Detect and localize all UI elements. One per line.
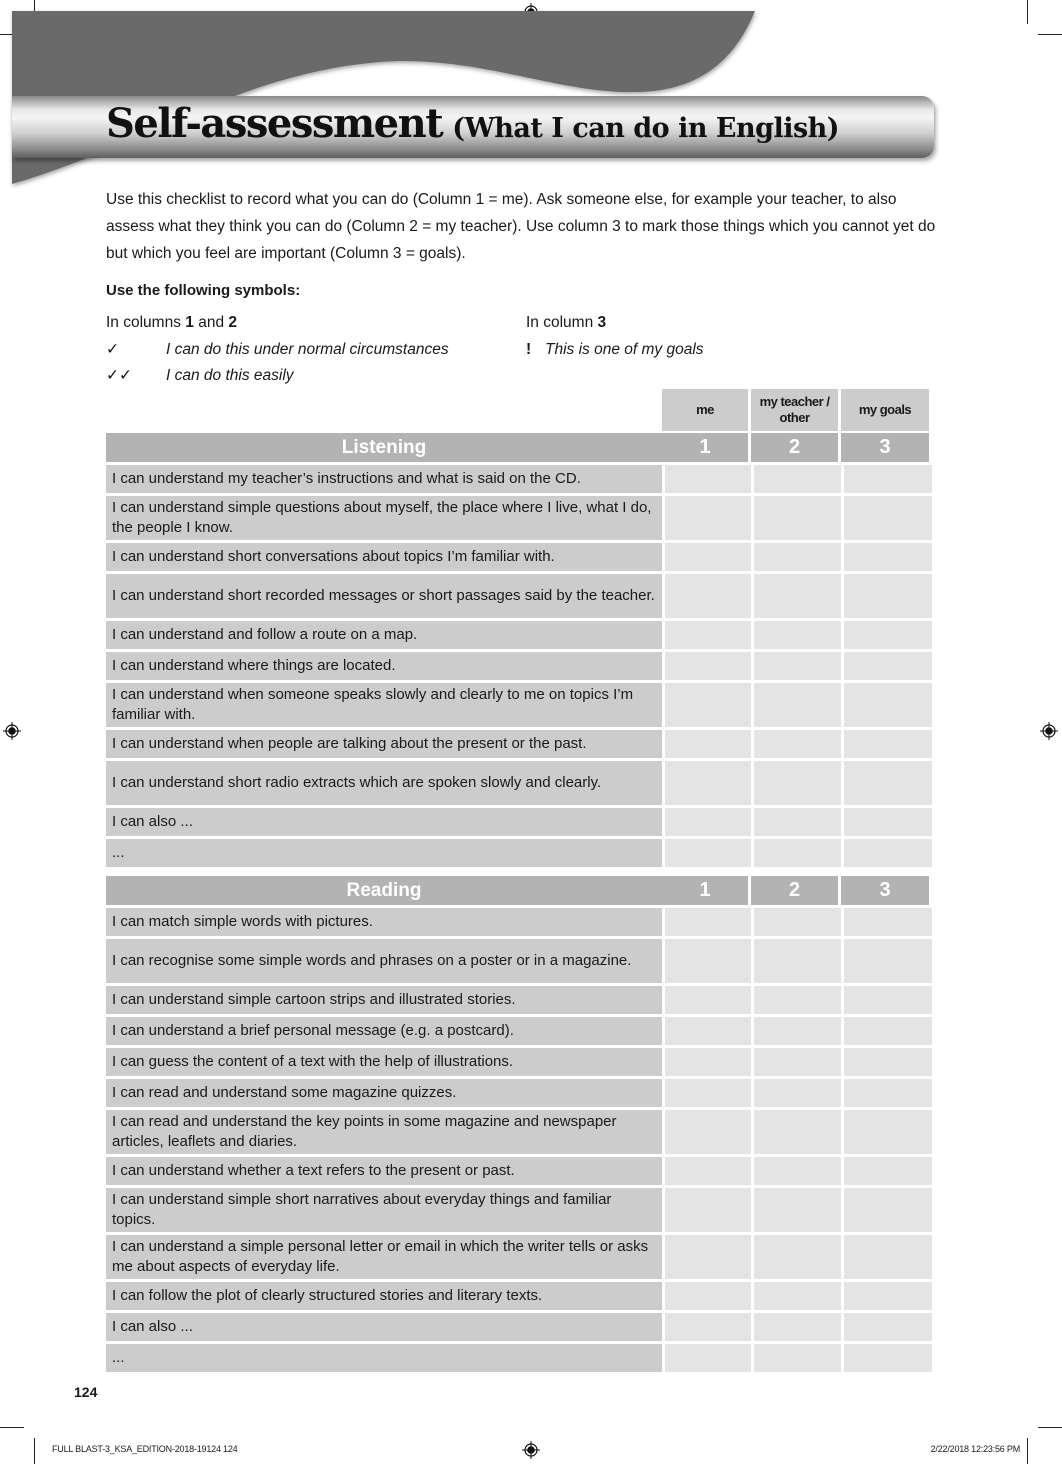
can-do-statement: I can understand whether a text refers to the present or past. [106, 1157, 662, 1185]
check-cell-me[interactable] [665, 730, 751, 758]
can-do-statement: I can understand short recorded messages or short passages said by the teacher. [106, 574, 662, 618]
check-cell-teacher[interactable] [754, 1079, 841, 1107]
can-do-statement: ... [106, 1344, 662, 1372]
can-do-statement: I can also ... [106, 1313, 662, 1341]
check-cell-me[interactable] [665, 1235, 751, 1279]
check-cell-teacher[interactable] [754, 730, 841, 758]
check-cell-me[interactable] [665, 939, 751, 983]
table-row [106, 839, 932, 867]
check-cell-goals[interactable] [844, 1157, 932, 1185]
check-cell-goals[interactable] [844, 543, 932, 571]
can-do-statement: I can understand simple questions about myself, the place where I live, what I do, the people I know. [106, 496, 662, 540]
table-row [106, 1235, 932, 1279]
check-cell-goals[interactable] [844, 939, 932, 983]
section-column-number: 3 [841, 433, 929, 462]
table-row [106, 543, 932, 571]
table-row [106, 1188, 932, 1232]
check-cell-teacher[interactable] [754, 1188, 841, 1232]
table-row [106, 1079, 932, 1107]
check-cell-goals[interactable] [844, 1048, 932, 1076]
check-cell-me[interactable] [665, 465, 751, 493]
check-cell-teacher[interactable] [754, 761, 841, 805]
print-slug-date: 2/22/2018 12:23:56 PM [930, 1444, 1020, 1454]
table-row [106, 1313, 932, 1341]
section-title: Listening [106, 433, 662, 462]
section-column-number: 1 [662, 876, 748, 905]
symbols-columns-1-2 [106, 310, 449, 390]
can-do-statement: I can understand and follow a route on a map. [106, 621, 662, 649]
check-cell-goals[interactable] [844, 496, 932, 540]
table-row [106, 1157, 932, 1185]
check-cell-goals[interactable] [844, 574, 932, 618]
table-row [106, 465, 932, 493]
registration-mark-icon [3, 722, 21, 740]
check-cell-teacher[interactable] [754, 621, 841, 649]
check-cell-me[interactable] [665, 1188, 751, 1232]
table-row [106, 939, 932, 983]
table-row [106, 761, 932, 805]
check-cell-me[interactable] [665, 1110, 751, 1154]
symbols-col3-label: In column 3 [526, 314, 607, 331]
check-cell-me[interactable] [665, 908, 751, 936]
can-do-statement: I can understand a simple personal letter or email in which the writer tells or asks me about aspects of everyday life. [106, 1235, 662, 1279]
can-do-statement: I can read and understand the key points in some magazine and newspaper articles, leaflets and diaries. [106, 1110, 662, 1154]
check-cell-teacher[interactable] [754, 496, 841, 540]
can-do-statement: I can understand short conversations about topics I’m familiar with. [106, 543, 662, 571]
check-cell-goals[interactable] [844, 808, 932, 836]
check-cell-me[interactable] [665, 652, 751, 680]
check-cell-goals[interactable] [844, 465, 932, 493]
section-title: Reading [106, 876, 662, 905]
can-do-statement: I can read and understand some magazine quizzes. [106, 1079, 662, 1107]
symbol-legend-item: ✓ I can do this under normal circumstances [106, 337, 449, 364]
symbol-legend-item: ! This is one of my goals [526, 337, 704, 364]
can-do-statement: I can match simple words with pictures. [106, 908, 662, 936]
check-cell-goals[interactable] [844, 839, 932, 867]
check-cell-me[interactable] [665, 839, 751, 867]
check-cell-teacher[interactable] [754, 908, 841, 936]
check-cell-goals[interactable] [844, 1235, 932, 1279]
crop-mark [1027, 1438, 1028, 1464]
check-cell-me[interactable] [665, 574, 751, 618]
self-assessment-table [106, 389, 932, 1375]
can-do-statement: I can understand simple cartoon strips and illustrated stories. [106, 986, 662, 1014]
section-column-number: 2 [751, 876, 838, 905]
sections-container [106, 433, 932, 1372]
check-cell-goals[interactable] [844, 908, 932, 936]
intro-paragraph: Use this checklist to record what you can do (Column 1 = me). Ask someone else, for example your teacher, to also assess what they think you can do (Column 2 = my teacher). Use column 3 to mark those things which you cannot yet do but which you feel are important (Column 3 = goals). [106, 191, 936, 262]
check-cell-teacher[interactable] [754, 1017, 841, 1045]
check-cell-teacher[interactable] [754, 465, 841, 493]
table-row [106, 908, 932, 936]
check-cell-teacher[interactable] [754, 683, 841, 727]
check-cell-me[interactable] [665, 621, 751, 649]
check-cell-me[interactable] [665, 1017, 751, 1045]
check-cell-me[interactable] [665, 1157, 751, 1185]
check-cell-goals[interactable] [844, 730, 932, 758]
table-row [106, 1048, 932, 1076]
symbol-legend-item: ✓✓ I can do this easily [106, 363, 449, 390]
can-do-statement: ... [106, 839, 662, 867]
check-cell-goals[interactable] [844, 1110, 932, 1154]
table-row [106, 986, 932, 1014]
double-check-icon: ✓✓ [106, 367, 132, 384]
table-row [106, 652, 932, 680]
check-cell-me[interactable] [665, 1344, 751, 1372]
column-header-me: me [662, 389, 748, 431]
crop-mark [0, 1427, 24, 1428]
symbols-cols12-label: In columns 1 and 2 [106, 314, 237, 331]
check-cell-teacher[interactable] [754, 652, 841, 680]
check-cell-teacher[interactable] [754, 1344, 841, 1372]
check-cell-me[interactable] [665, 1282, 751, 1310]
registration-mark-icon [1040, 722, 1058, 740]
check-cell-teacher[interactable] [754, 543, 841, 571]
check-cell-me[interactable] [665, 1313, 751, 1341]
check-cell-teacher[interactable] [754, 1282, 841, 1310]
section-column-number: 2 [751, 433, 838, 462]
column-header-teacher: my teacher / other [751, 389, 838, 431]
check-cell-teacher[interactable] [754, 839, 841, 867]
check-cell-me[interactable] [665, 543, 751, 571]
check-cell-me[interactable] [665, 683, 751, 727]
check-cell-teacher[interactable] [754, 574, 841, 618]
can-do-statement: I can understand when people are talking about the present or the past. [106, 730, 662, 758]
check-cell-goals[interactable] [844, 683, 932, 727]
check-cell-me[interactable] [665, 1048, 751, 1076]
check-cell-me[interactable] [665, 1079, 751, 1107]
can-do-statement: I can understand where things are located. [106, 652, 662, 680]
check-cell-teacher[interactable] [754, 1235, 841, 1279]
can-do-statement: I can recognise some simple words and phrases on a poster or in a magazine. [106, 939, 662, 983]
exclamation-icon: ! [526, 340, 532, 358]
section-header-listening [106, 433, 932, 462]
registration-mark-icon [522, 1441, 540, 1459]
table-row [106, 1110, 932, 1154]
symbols-column-3 [526, 310, 704, 363]
check-icon: ✓ [106, 340, 119, 358]
can-do-statement: I can also ... [106, 808, 662, 836]
can-do-statement: I can understand simple short narratives about everyday things and familiar topics. [106, 1188, 662, 1232]
table-row [106, 683, 932, 727]
check-cell-teacher[interactable] [754, 1313, 841, 1341]
check-cell-goals[interactable] [844, 1017, 932, 1045]
check-cell-goals[interactable] [844, 1282, 932, 1310]
page-number: 124 [74, 1384, 98, 1400]
table-row [106, 730, 932, 758]
check-cell-teacher[interactable] [754, 1048, 841, 1076]
can-do-statement: I can understand a brief personal message (e.g. a postcard). [106, 1017, 662, 1045]
check-cell-teacher[interactable] [754, 808, 841, 836]
check-cell-goals[interactable] [844, 1188, 932, 1232]
table-row [106, 621, 932, 649]
check-cell-teacher[interactable] [754, 1110, 841, 1154]
symbols-heading: Use the following symbols: [106, 282, 301, 299]
check-cell-goals[interactable] [844, 621, 932, 649]
check-cell-teacher[interactable] [754, 986, 841, 1014]
section-column-number: 3 [841, 876, 929, 905]
crop-mark [34, 1438, 35, 1464]
title-subtitle: (What I can do in English) [452, 113, 840, 144]
check-cell-me[interactable] [665, 761, 751, 805]
column-header-goals: my goals [841, 389, 929, 431]
print-slug-file: FULL BLAST-3_KSA_EDITION-2018-19124 124 [52, 1444, 238, 1454]
table-row [106, 1017, 932, 1045]
check-cell-goals[interactable] [844, 1344, 932, 1372]
check-cell-me[interactable] [665, 808, 751, 836]
table-row [106, 1282, 932, 1310]
table-row [106, 574, 932, 618]
can-do-statement: I can follow the plot of clearly structured stories and literary texts. [106, 1282, 662, 1310]
can-do-statement: I can understand my teacher’s instructions and what is said on the CD. [106, 465, 662, 493]
check-cell-goals[interactable] [844, 1079, 932, 1107]
column-headers [106, 389, 932, 431]
can-do-statement: I can guess the content of a text with the help of illustrations. [106, 1048, 662, 1076]
title-main: Self-assessment [106, 100, 443, 147]
check-cell-me[interactable] [665, 496, 751, 540]
check-cell-teacher[interactable] [754, 1157, 841, 1185]
can-do-statement: I can understand short radio extracts which are spoken slowly and clearly. [106, 761, 662, 805]
page-title [106, 100, 839, 147]
check-cell-goals[interactable] [844, 761, 932, 805]
table-row [106, 496, 932, 540]
check-cell-me[interactable] [665, 986, 751, 1014]
check-cell-goals[interactable] [844, 652, 932, 680]
crop-mark [1038, 1427, 1062, 1428]
check-cell-goals[interactable] [844, 1313, 932, 1341]
check-cell-teacher[interactable] [754, 939, 841, 983]
section-header-reading [106, 876, 932, 905]
table-row [106, 1344, 932, 1372]
section-column-number: 1 [662, 433, 748, 462]
check-cell-goals[interactable] [844, 986, 932, 1014]
can-do-statement: I can understand when someone speaks slowly and clearly to me on topics I’m familiar with. [106, 683, 662, 727]
table-row [106, 808, 932, 836]
